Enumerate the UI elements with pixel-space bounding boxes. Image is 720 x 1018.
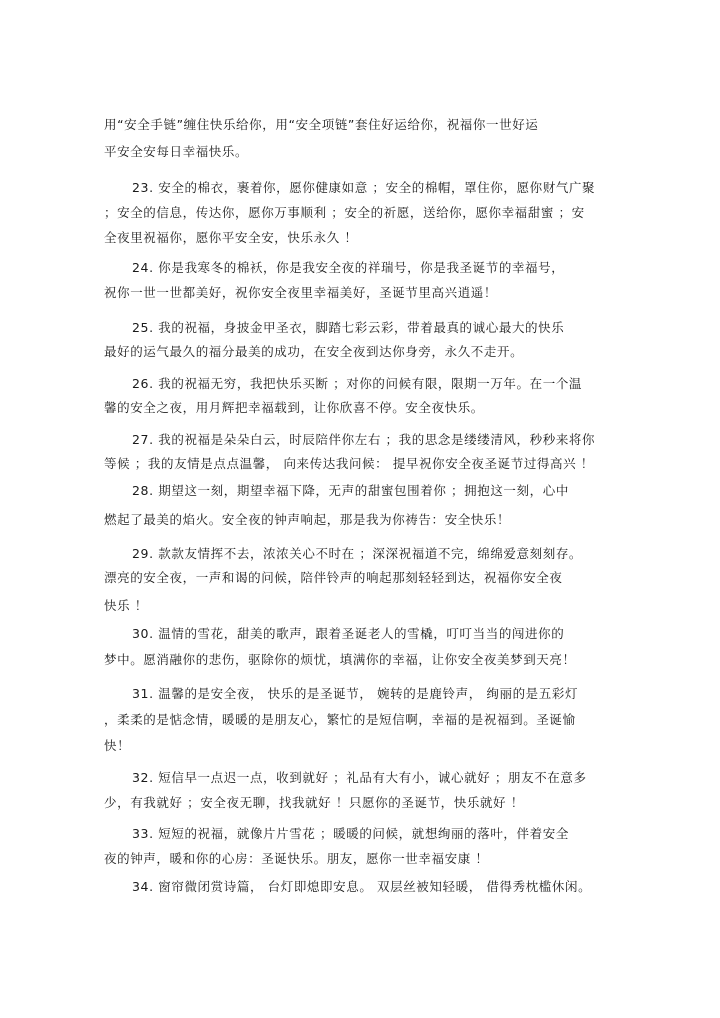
text-line: 32. 短信早一点迟一点，收到就好 ；礼品有大有小，诚心就好 ；朋友不在意多 [132, 770, 587, 785]
text-line: 燃起了最美的焰火。安全夜的钟声响起，那是我为你祷告：安全快乐！ [104, 512, 511, 527]
text-line: 快乐 ！ [104, 598, 148, 613]
text-line: ，柔柔的是惦念情，暖暖的是朋友心，繁忙的是短信啊，幸福的是祝福到。圣诞愉 [104, 712, 576, 727]
text-line: 25. 我的祝福，身披金甲圣衣，脚踏七彩云彩，带着最真的诚心最大的快乐 [132, 320, 565, 335]
text-line: 少，有我就好 ；安全夜无聊，找我就好 ！只愿你的圣诞节，快乐就好 ！ [104, 795, 524, 810]
text-line: 祝你一世一世都美好，祝你安全夜里幸福美好，圣诞节里高兴逍遥！ [104, 285, 498, 300]
text-line: 用“安全手链”缠住快乐给你，用“安全项链”套住好运给你，祝福你一世好运 [104, 117, 539, 132]
text-line: 平安全安每日幸福快乐。 [104, 144, 249, 159]
text-line: 最好的运气最久的福分最美的成功，在安全夜到达你身旁，永久不走开。 [104, 344, 524, 359]
text-line: 27. 我的祝福是朵朵白云，时辰陪伴你左右 ；我的思念是缕缕清风，秒秒来将你 [132, 432, 596, 447]
text-line: 30. 温情的雪花，甜美的歌声，跟着圣诞老人的雪橇，叮叮当当的闯进你的 [132, 626, 565, 641]
text-line: 漂亮的安全夜，一声和谒的问候，陪伴铃声的响起那刻轻轻到达，祝福你安全夜 [104, 570, 563, 585]
text-line: 24. 你是我寒冬的棉袄，你是我安全夜的祥瑞号，你是我圣诞节的幸福号， [132, 260, 565, 275]
text-line: 34. 窗帘微闭赏诗篇， 台灯即熄即安息。 双层丝被知轻暖， 借得秀枕槛休闲。 [132, 879, 592, 894]
text-line: 31. 温馨的是安全夜， 快乐的是圣诞节， 婉转的是鹿铃声， 绚丽的是五彩灯 [132, 686, 579, 701]
text-line: 26. 我的祝福无穷，我把快乐买断 ；对你的问候有限，限期一万年。在一个温 [132, 376, 583, 391]
text-line: ；安全的信息，传达你，愿你万事顺利 ；安全的祈愿，送给你，愿你幸福甜蜜 ；安 [104, 205, 585, 220]
text-line: 33. 短短的祝福，就像片片雪花 ；暖暖的问候，就想绚丽的落叶，伴着安全 [132, 826, 569, 841]
text-line: 梦中。愿消融你的悲伤，驱除你的烦忧，填满你的幸福，让你安全夜美梦到天亮！ [104, 652, 576, 667]
text-line: 馨的安全之夜，用月辉把幸福载到，让你欣喜不停。安全夜快乐。 [104, 400, 484, 415]
text-line: 29. 款款友情挥不去，浓浓关心不时在 ；深深祝福道不完，绵绵爱意刻刻存。 [132, 546, 583, 561]
text-line: 全夜里祝福你，愿你平安全安，快乐永久 ！ [104, 230, 358, 245]
text-line: 夜的钟声，暖和你的心房：圣诞快乐。朋友，愿你一世幸福安康 ！ [104, 851, 489, 866]
text-line: 28. 期望这一刻，期望幸福下降，无声的甜蜜包围着你 ；拥抱这一刻，心中 [132, 483, 569, 498]
text-line: 23. 安全的棉衣，裹着你，愿你健康如意 ；安全的棉帽，罩住你，愿你财气广聚 [132, 180, 596, 195]
text-line: 等候 ；我的友情是点点温馨， 向来传达我问候： 提早祝你安全夜圣诞节过得高兴 ！ [104, 456, 594, 471]
text-line: 快！ [104, 738, 131, 753]
